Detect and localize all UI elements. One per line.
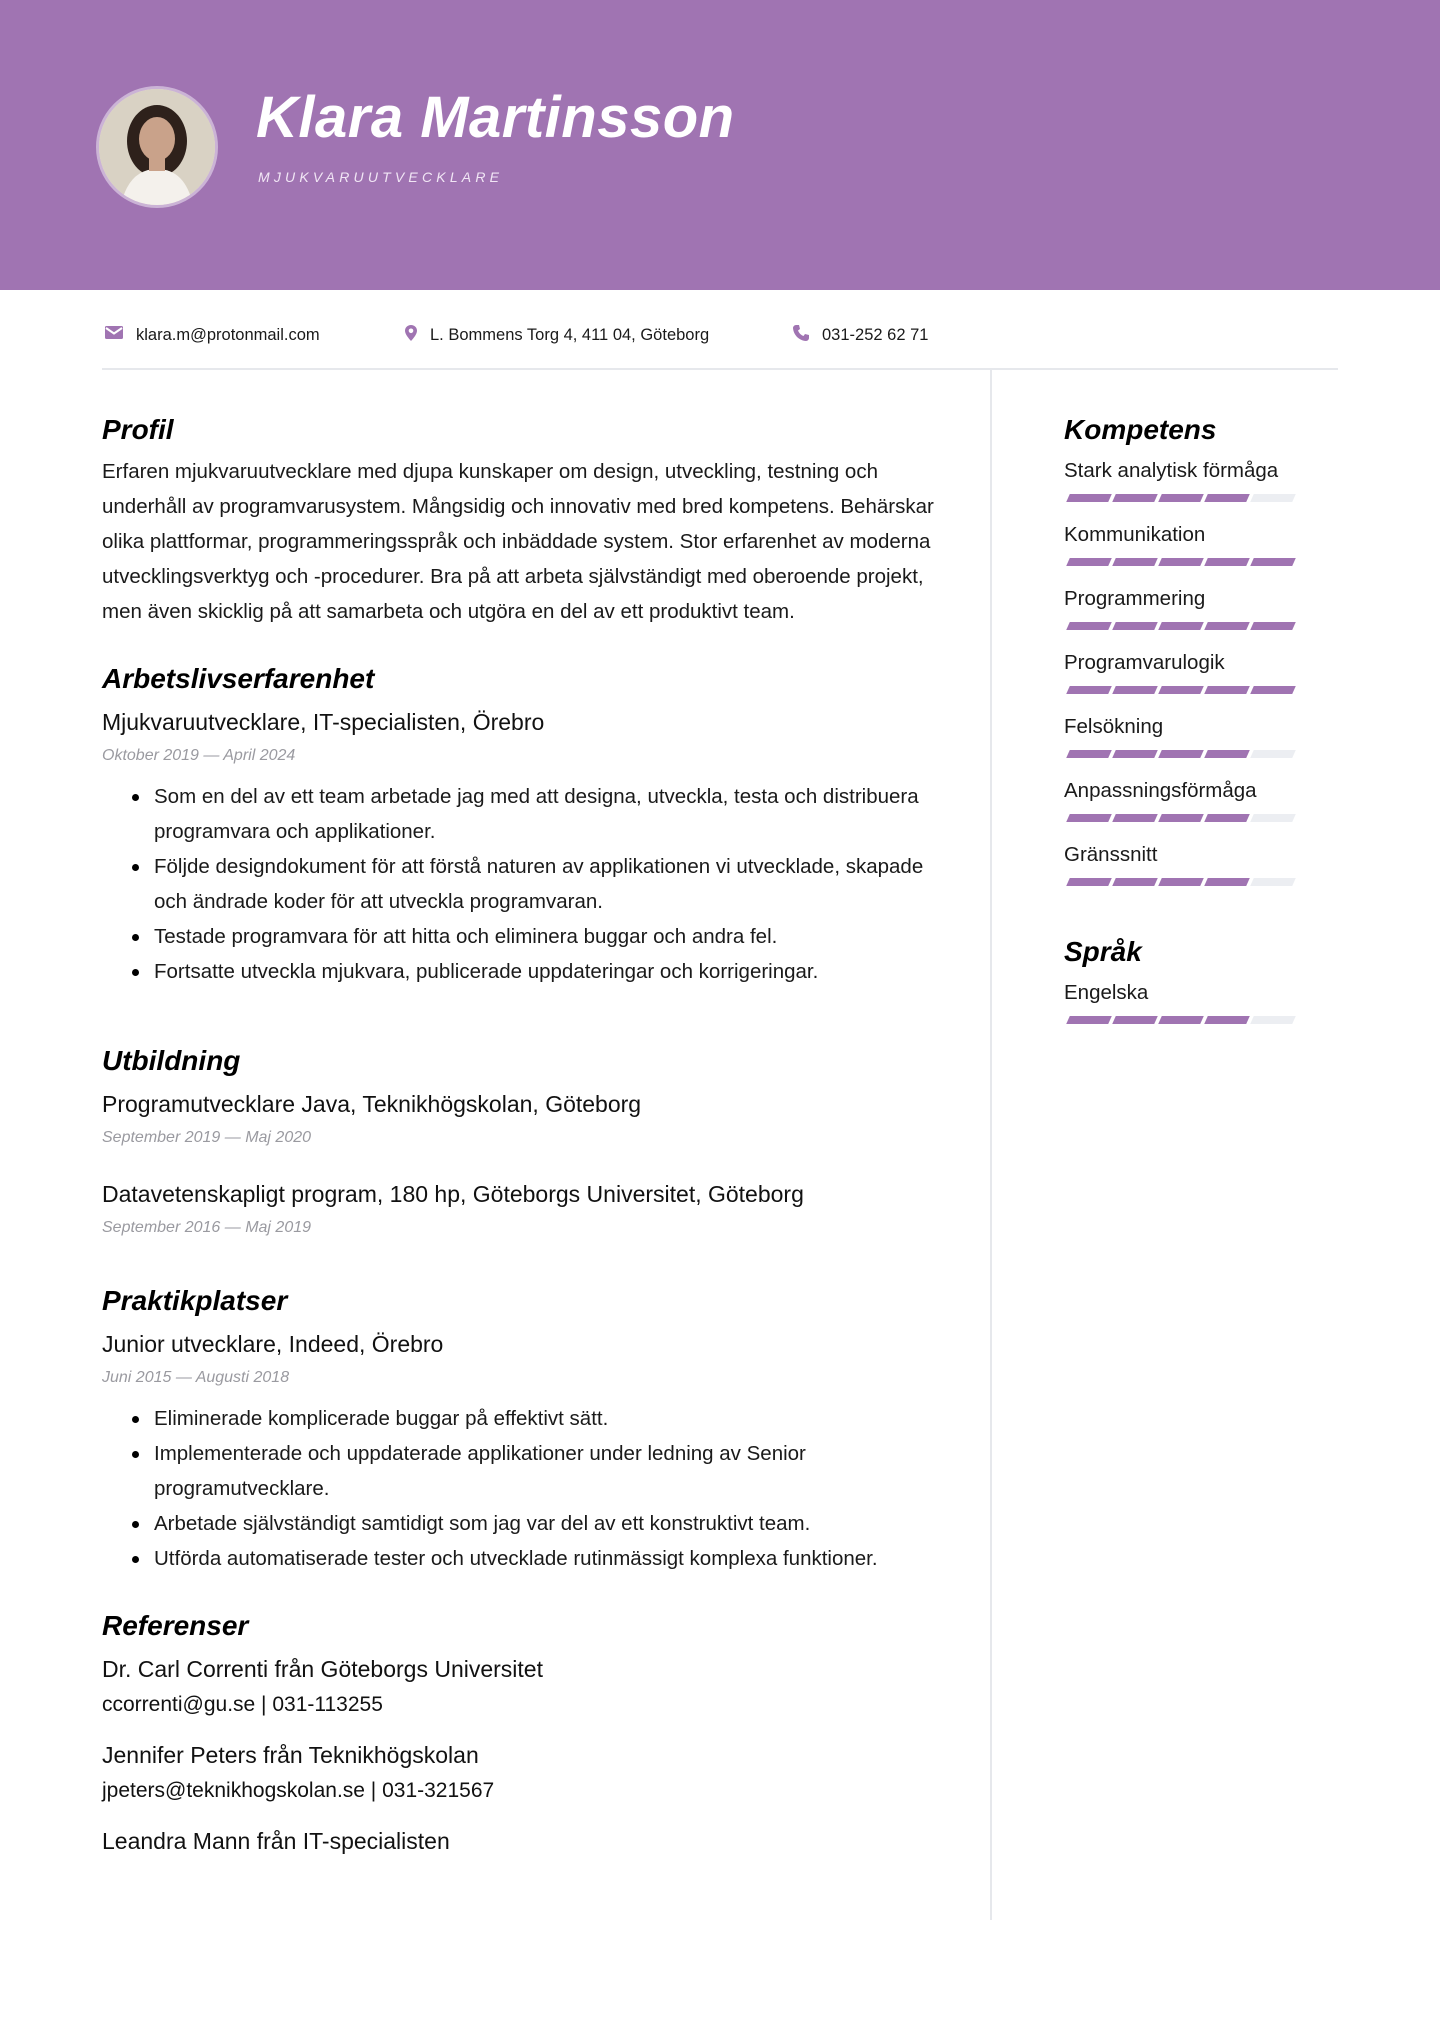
skills-section [1064,406,1354,888]
education-degree: Datavetenskapligt program, 180 hp, Göteborgs Universitet, Göteborg [102,1181,804,1207]
skill-level-segment [1250,558,1296,566]
skill-level-segment [1204,558,1250,566]
skill-label: Programmering [1064,587,1206,610]
language-level-bar [1064,1016,1294,1026]
skill-label: Gränssnitt [1064,843,1158,866]
skill-level-segment [1112,878,1158,886]
main-column [102,406,942,1860]
reference-name: Dr. Carl Correnti från Göteborgs Universitet [102,1656,543,1682]
section-title: Språk [1064,936,1142,967]
skill-level-segment [1066,494,1112,502]
mail-icon [104,325,124,345]
sidebar-column [1064,406,1354,1040]
languages-section [1064,928,1354,1026]
skill-level-segment [1158,558,1204,566]
profile-text: Erfaren mjukvaruutvecklare med djupa kunskaper om design, utveckling, testning och underhåll av programvarusystem. Mångsidig och innovativ med bred kompetens. Behärskar olika plattformar, programmeringsspråk och inbäddade system. Stor erfarenhet av moderna utvecklingsverktyg och -procedurer. Bra på att arbeta självständigt med oberoende projekt, men även skicklig på att samarbeta och utgöra en del av ett produktivt team. [102,460,934,623]
skill-item [1064,710,1354,760]
section-title: Arbetslivserfarenhet [102,663,375,694]
skill-item [1064,454,1354,504]
references-section [102,1602,942,1860]
skill-level-bar [1064,558,1294,568]
section-title: Kompetens [1064,414,1217,445]
list-item: Utförda automatiserade tester och utvecklade rutinmässigt komplexa funktioner. [154,1541,942,1576]
skill-level-segment [1066,686,1112,694]
skill-level-segment [1066,878,1112,886]
skill-level-segment [1158,750,1204,758]
reference-name: Jennifer Peters från Teknikhögskolan [102,1742,479,1768]
education-dates: September 2016 — Maj 2019 [102,1219,312,1236]
language-item [1064,976,1354,1026]
job-dates: Oktober 2019 — April 2024 [102,747,296,764]
skill-label: Programvarulogik [1064,651,1225,674]
avatar [96,86,218,208]
skill-item [1064,582,1354,632]
skill-level-segment [1112,814,1158,822]
job-bullets [124,779,942,989]
skill-level-segment [1204,750,1250,758]
skill-level-segment [1158,686,1204,694]
skill-level-segment [1250,750,1296,758]
contact-phone[interactable] [792,320,928,350]
skill-level-segment [1066,750,1112,758]
education-dates: September 2019 — Maj 2020 [102,1129,312,1146]
address-text: L. Bommens Torg 4, 411 04, Göteborg [430,325,710,344]
language-level-segment [1112,1016,1158,1024]
reference-name: Leandra Mann från IT-specialisten [102,1828,450,1854]
skill-level-segment [1112,494,1158,502]
language-level-segment [1250,1016,1296,1024]
skill-level-segment [1204,878,1250,886]
section-title: Utbildning [102,1045,241,1076]
skill-level-segment [1112,622,1158,630]
skill-level-segment [1250,814,1296,822]
language-level-segment [1204,1016,1250,1024]
skill-level-segment [1158,814,1204,822]
list-item: Arbetade självständigt samtidigt som jag var del av ett konstruktivt team. [154,1506,942,1541]
section-title: Referenser [102,1610,249,1641]
list-item: Fortsatte utveckla mjukvara, publicerade uppdateringar och korrigeringar. [154,954,942,989]
list-item: Som en del av ett team arbetade jag med att designa, utveckla, testa och distribuera programvara och applikationer. [154,779,942,849]
skill-level-segment [1158,878,1204,886]
skill-label: Felsökning [1064,715,1164,738]
skill-level-segment [1066,558,1112,566]
skill-level-segment [1204,814,1250,822]
vertical-divider [990,370,992,1920]
skill-level-bar [1064,814,1294,824]
reference-contact[interactable]: jpeters@teknikhogskolan.se | 031-321567 [102,1779,495,1802]
skill-level-bar [1064,750,1294,760]
candidate-name: Klara Martinsson [256,85,735,150]
skill-level-segment [1112,750,1158,758]
skill-level-bar [1064,878,1294,888]
header-banner [0,0,1440,290]
skill-level-segment [1066,814,1112,822]
list-item: Testade programvara för att hitta och eliminera buggar och andra fel. [154,919,942,954]
internship-dates: Juni 2015 — Augusti 2018 [102,1369,290,1386]
job-role: Mjukvaruutvecklare, IT-specialisten, Örebro [102,709,545,735]
contact-address [404,320,709,350]
language-level-segment [1066,1016,1112,1024]
skill-level-segment [1250,622,1296,630]
skill-item [1064,518,1354,568]
skill-level-bar [1064,686,1294,696]
profile-section [102,406,942,629]
location-pin-icon [404,324,418,347]
skill-item [1064,838,1354,888]
skill-item [1064,774,1354,824]
list-item: Eliminerade komplicerade buggar på effektivt sätt. [154,1401,942,1436]
education-section [102,1037,942,1243]
skill-level-segment [1112,558,1158,566]
list-item: Följde designdokument för att förstå naturen av applikationen vi utvecklade, skapade och ändrade koder för att utveckla programvaran. [154,849,942,919]
skills-list [1064,454,1354,888]
language-label: Engelska [1064,981,1149,1004]
internship-role: Junior utvecklare, Indeed, Örebro [102,1331,444,1357]
portrait-image [99,89,215,205]
internship-bullets [124,1401,942,1576]
skill-item [1064,646,1354,696]
section-title: Profil [102,414,174,445]
skill-level-segment [1250,686,1296,694]
job-title: MJUKVARUUTVECKLARE [258,169,504,185]
phone-text: 031-252 62 71 [822,325,929,344]
experience-section [102,655,942,989]
email-text: klara.m@protonmail.com [136,325,320,344]
horizontal-divider [102,368,1338,370]
skill-level-segment [1112,686,1158,694]
contact-email[interactable] [104,320,320,350]
list-item: Implementerade och uppdaterade applikationer under ledning av Senior programutvecklare. [154,1436,942,1506]
skill-label: Anpassningsförmåga [1064,779,1257,802]
skill-label: Stark analytisk förmåga [1064,459,1279,482]
phone-icon [792,324,810,347]
education-degree: Programutvecklare Java, Teknikhögskolan, Göteborg [102,1091,642,1117]
skill-level-segment [1204,686,1250,694]
reference-contact[interactable]: ccorrenti@gu.se | 031-113255 [102,1693,383,1716]
skill-level-segment [1204,494,1250,502]
section-title: Praktikplatser [102,1285,288,1316]
language-level-segment [1158,1016,1204,1024]
skill-level-segment [1066,622,1112,630]
skill-level-segment [1250,878,1296,886]
skill-level-segment [1158,494,1204,502]
skill-level-bar [1064,494,1294,504]
skill-level-segment [1204,622,1250,630]
skill-label: Kommunikation [1064,523,1206,546]
internships-section [102,1277,942,1576]
skill-level-segment [1158,622,1204,630]
languages-list [1064,976,1354,1026]
skill-level-bar [1064,622,1294,632]
skill-level-segment [1250,494,1296,502]
